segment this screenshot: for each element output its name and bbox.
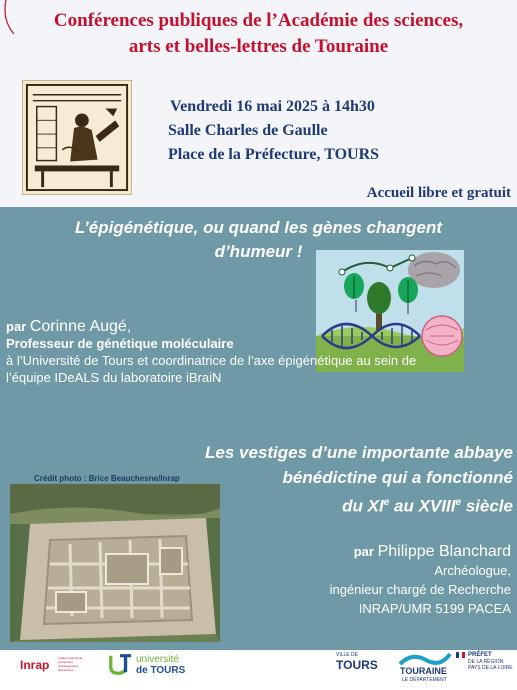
- talk1-speaker-block: [6, 318, 416, 386]
- academy-woodcut-image: [22, 80, 132, 195]
- touraine-department-logo: [398, 650, 452, 688]
- talk1-role-line-2: à l’Université de Tours et coordinatrice de l’axe épigénétique au sein de: [6, 353, 417, 368]
- university-logo-line2: de TOURS: [136, 665, 186, 676]
- university-logo-line1: université: [136, 654, 179, 665]
- talk2-title-line-1: Les vestiges d’une importante abbaye: [205, 443, 513, 462]
- prefet-line2: DE LA RÉGION: [468, 659, 504, 665]
- talk2-speaker-block: [330, 542, 511, 618]
- talk2-title-part-c: siècle: [461, 496, 513, 516]
- title-line-2: arts et belles-lettres de Touraine: [128, 36, 389, 57]
- talk2-title-part-a: du XI: [342, 496, 384, 516]
- inrap-logo-text: Inrap: [20, 658, 50, 672]
- ville-de-tours-logo: [336, 652, 386, 672]
- excavation-site-photo: [10, 484, 220, 642]
- prefet-line1: PRÉFET: [468, 652, 492, 658]
- talk1-title-line-1: L’épigénétique, ou quand les gènes changent: [74, 218, 443, 237]
- admission-note: Accueil libre et gratuit: [366, 185, 511, 201]
- touraine-logo-mark: [398, 650, 452, 666]
- talk1-role-line-3: l’équipe IDeALS du laboratoire iBraiN: [6, 370, 222, 385]
- ville-de-tours-small: VILLE DE: [336, 652, 358, 658]
- inrap-logo: [20, 656, 49, 674]
- talk2-by-label: par: [353, 544, 378, 559]
- ville-de-tours-name: TOURS: [336, 658, 378, 672]
- talk1-title-line-2: d’humeur !: [214, 242, 303, 261]
- talk1-speaker-name: Corinne Augé: [29, 318, 127, 335]
- photo-credit: Crédit photo : Brice Beauchesne/Inrap: [34, 474, 180, 483]
- talk1-by-label: par: [6, 319, 30, 334]
- event-venue: Salle Charles de Gaulle: [168, 122, 328, 139]
- talk1-role-line-1: Professeur de génétique moléculaire: [6, 336, 234, 351]
- prefet-line3: PAYS DE LA LOIRE: [468, 665, 513, 671]
- touraine-logo-sub: LE DÉPARTEMENT: [402, 677, 447, 683]
- talk2-role-line-3: INRAP/UMR 5199 PACEA: [358, 601, 511, 616]
- university-logo: [108, 650, 196, 680]
- talk2-speaker-name: Philippe Blanchard: [377, 543, 511, 560]
- event-place: Place de la Préfecture, TOURS: [168, 146, 380, 163]
- prefet-flag: [456, 652, 465, 658]
- touraine-logo-name: TOURAINE: [400, 666, 447, 676]
- talk2-title-line-2: bénédictine qui a fonctionné: [282, 468, 513, 487]
- title-line-1: Conférences publiques de l’Académie des sciences,: [53, 10, 464, 31]
- prefet-logo: [456, 650, 514, 686]
- talk2-title-sup-2: e: [455, 497, 461, 508]
- university-logo-mark: [108, 652, 132, 676]
- partner-logos-bar: [0, 650, 517, 690]
- talk2-title-sup-1: e: [383, 497, 390, 508]
- page-title: [0, 8, 517, 60]
- event-details: [170, 95, 379, 167]
- talk2-role-line-1: Archéologue,: [434, 563, 511, 578]
- event-date: Vendredi 16 mai 2025 à 14h30: [170, 98, 375, 115]
- talk2-role-line-2: ingénieur chargé de Recherche: [329, 582, 511, 597]
- talk1-speaker-suffix: ,: [126, 318, 132, 335]
- talk2-title-part-b: au XVIII: [389, 496, 456, 516]
- inrap-subtitle: Institut national de recherches archéologiques préventives: [58, 656, 83, 672]
